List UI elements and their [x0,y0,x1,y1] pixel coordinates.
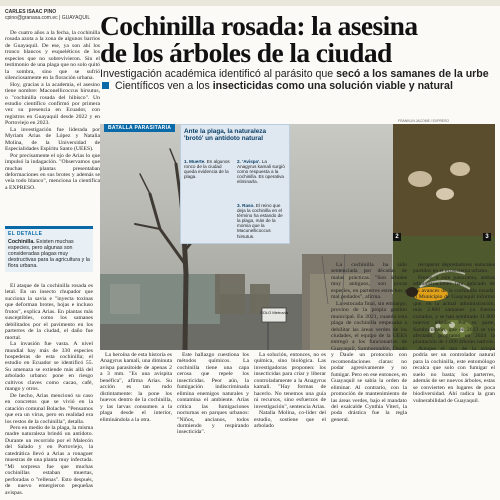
paragraph: La investigación fue liderada por Myriam Arias de López y Natalia Molina, de la Universidad de Especialidades Espíritu Santo (UEES). [5,126,100,153]
photo-number-badge: 3 [483,233,491,241]
paragraph: La invasión fue vasta. A nivel mundial hay más de 330 especies hospederas de esta cochinilla; el estudio en Ecuador se identificó 55. Su amenaza se extiende más allá del arbolado urbano: pone en riesgo cultivos claves como cacao, café, mango y otros. [5,341,93,393]
headline [100,12,500,66]
paragraph: La cochinilla ha sido sentenciada por décadas de malas prácticas. "Son árboles muy antiguos, son pocas especies, en parterres estrechos y mal podados", afirma. [331,262,407,301]
paragraph: Este hallazgo cuestiona los métodos químicos. La cochinilla tiene una capa cerosa que repele los insecticidas. Peor aún, la fumigación indiscriminada elimina enemigos naturales y contamina el ambiente. Arias critica las fumigaciones nocturnas en parques urbanos: "Niños, ancianos, todos durmiendo y respirando insecticida". [177,352,249,436]
left-column-continued [5,283,93,496]
headline-line1: Cochinilla rosada: la asesina [100,10,418,41]
square-bullet-icon [102,82,109,89]
photo-number-badge: 2 [393,233,401,241]
byline: CARLES ISAAC PINO cpino@granasa.com.ec | GUAYAQUIL [5,10,140,21]
paragraph: Aunque el uso de la avispa podría ser un controlador natural para la cochinilla, este entomólogo recalca que solo con fumigar el suelo no basta; los parterres, además de ser nuevos árboles, estas se convierten en lugares de poca biodiversidad. Ahí radica la gran vulnerabilidad de Guayaquil. [413,345,495,404]
photo-label: BATALLA PARASITARIA [104,124,175,132]
paragraph: De cuatro años a la fecha, la cochinilla rosada azota a la zona de algunos barrios de Guayaquil. De ese, ya son ahí los tronco blancos y esqueléticos de los especies que no sobrevivieron. Sin el testimonio de una plaga que no solo quitó la sombra, sino que se sufrió silenciosamente en la floración urbana. [5,30,100,82]
info-card [180,124,290,244]
info-step: 2. 'Avispa'. La Anagyrus kamali surgió como respuesta a la cochinilla. Es operativa eliminarla. [237,159,285,185]
detail-title: Cochinilla. [8,239,35,245]
info-card-title: Ante la plaga, la naturaleza 'brotó' un antídoto natural [184,128,267,142]
deck-emphasis-2: insecticidas como una solución viable y natural [212,80,453,92]
body-column [177,352,249,436]
paragraph: El ataque de la cochinilla rosada es letal. En un insecto chupador que succiona la savia e "inyecta toxinas que deforman brotes, hojas e incluso frutos", explica Arias. En plantas más susceptibles, como los samanes debilitados por el pavimento en los parterres de la ciudad, el daño fue mortal. [5,283,93,341]
paragraph: Natalia Molina, co-líder del estudio, sostiene que el arbolado [254,410,326,429]
info-step: 3. Raso. El reino que deja la cochinilla en el término ha estando de la plaga, más de la momia que la Macunellicoccus hirsutus. [237,203,283,239]
paragraph: Pero en medio de la plaga, la misma madre naturaleza brindó un antídoto. Durante un recorrido por el Malecón del Salado y en Portoviejo, la catedrática llevó a Arias a ronaguer muestras de una planta muy infectada. "Mi sorpresa fue que muchas cochinillas estaban muertas, perforadas o "rellenas". Esto después, de nuevo emergieron pequeñas avispas. [5,424,93,496]
detail-box [5,226,93,272]
paragraph: La heroína de esta historia es Anagyrus kamali, una diminuta avispa parasitoide de apenas 2 a 3 mm. "Es una avispita benéfica", afirma Arias. Su acción es tan rudo distintamente: la pone los huevos dentro de la cochinilla, y las larvas consumen a la plaga desde el interior, eliminándola a la otra. [100,352,172,423]
paragraph: Frente a este panorama, ambas administraciones han aplicado de los avances de la cochinilla rosada: el Municipio de Guayaquil informó que, en la actual administración, más 2.800 samanes ya fueron cortados, y se han sembrado 11.000 nuevos árboles. Por su parte, Samborondón, que en 2023 se vio afectado, programó en 2024 la plantación de 1.000 árboles nativos. [413,274,495,346]
left-column [5,30,100,191]
deck-emphasis-1: secó a los samanes de la urbe [336,68,489,80]
top-strip [0,0,500,6]
body-column [331,262,407,423]
info-step: 1. Muerte. En algunos ronco de la ciudad queda evidencia de la plaga. [184,159,230,180]
paragraph: La estocada final, sin embargo, provino de la propia gestión municipal. En 2021, cuando esta plaga de cochinilla empezaba a debilitar las áreas verdes de las ciudades, el equipo de la UEES entregó a los funcionarios de Guayaquil, Samborondón, Durán y Daule un protocolo con recomendaciones claras: no podar agresivamente y no fumigar. Pero en ese entonces, en Guayaquil se sabía la orden de eliminar. Al contrario, con la promoción de mantenimiento de las áreas verdes, bajo el mandato del exalcalde Cynthia Viteri, la poda drástica fue la regla general. [331,300,407,423]
paragraph: De hecho, Arias mencionó su caso en concretos que se vivió en la catación comunal Bolache. "Pensamos que era un virus, pero en realidad era los restos de la cochinilla", detalla. [5,392,93,425]
deck-text-2: Científicos ven a los [112,80,213,92]
paragraph: La solución, entonces, no es química, sino biológica. Las investigadoras proponen: los insecticidas para criar y liberar controladamente a la Anagyrus kamali. "Hay formas de hacerlo. No tenemos una guía ni recursos, sino esfuerzos de investigación", sentencia Arias. [254,352,326,410]
deck [100,68,495,92]
detail-tag: EL DETALLE [8,231,43,237]
sign-text: SOLO Metrovía [260,310,288,315]
byline-city: GUAYAQUIL [61,14,91,21]
photo-credit: FRANKLIN JACOME / EXPRESO [398,119,450,123]
headline-line2: de los árboles de la ciudad [100,37,392,68]
detail-text: Existen muchas especies, pero algunas son consideradas plagas muy destructivas para la agricultura y la flora urbana. [8,239,90,269]
paragraph: Hoy, gracias a la academia, el asesino tiene nombre: Maconellicoccus hirsutus, o "cochinilla rosada del hibisco". Un estudio científico confirmó por primera vez su presencia en Ecuador, con registros en Guayaquil desde 2022 y en Portoviejo en 2023. [5,81,100,127]
author-email[interactable]: cpino@granasa.com.ec [5,14,58,21]
paragraph: recuperar depredadores naturales partidos en el ecosistema urbano. [413,262,495,275]
deck-text-1: Investigación académica identificó al parásito que [100,68,337,80]
paragraph: Por precisamente el ojo de Arias lo que impulsó la indagación. "Observamos que muchas plantas presentaban deformaciones en sus brotes y además se veía todo blanco", menciona la científica a EXPRESO. [5,152,100,191]
body-column [100,352,172,423]
author-name: CARLES ISAAC PINO [5,9,57,15]
body-column [254,352,326,429]
body-column [413,262,495,404]
